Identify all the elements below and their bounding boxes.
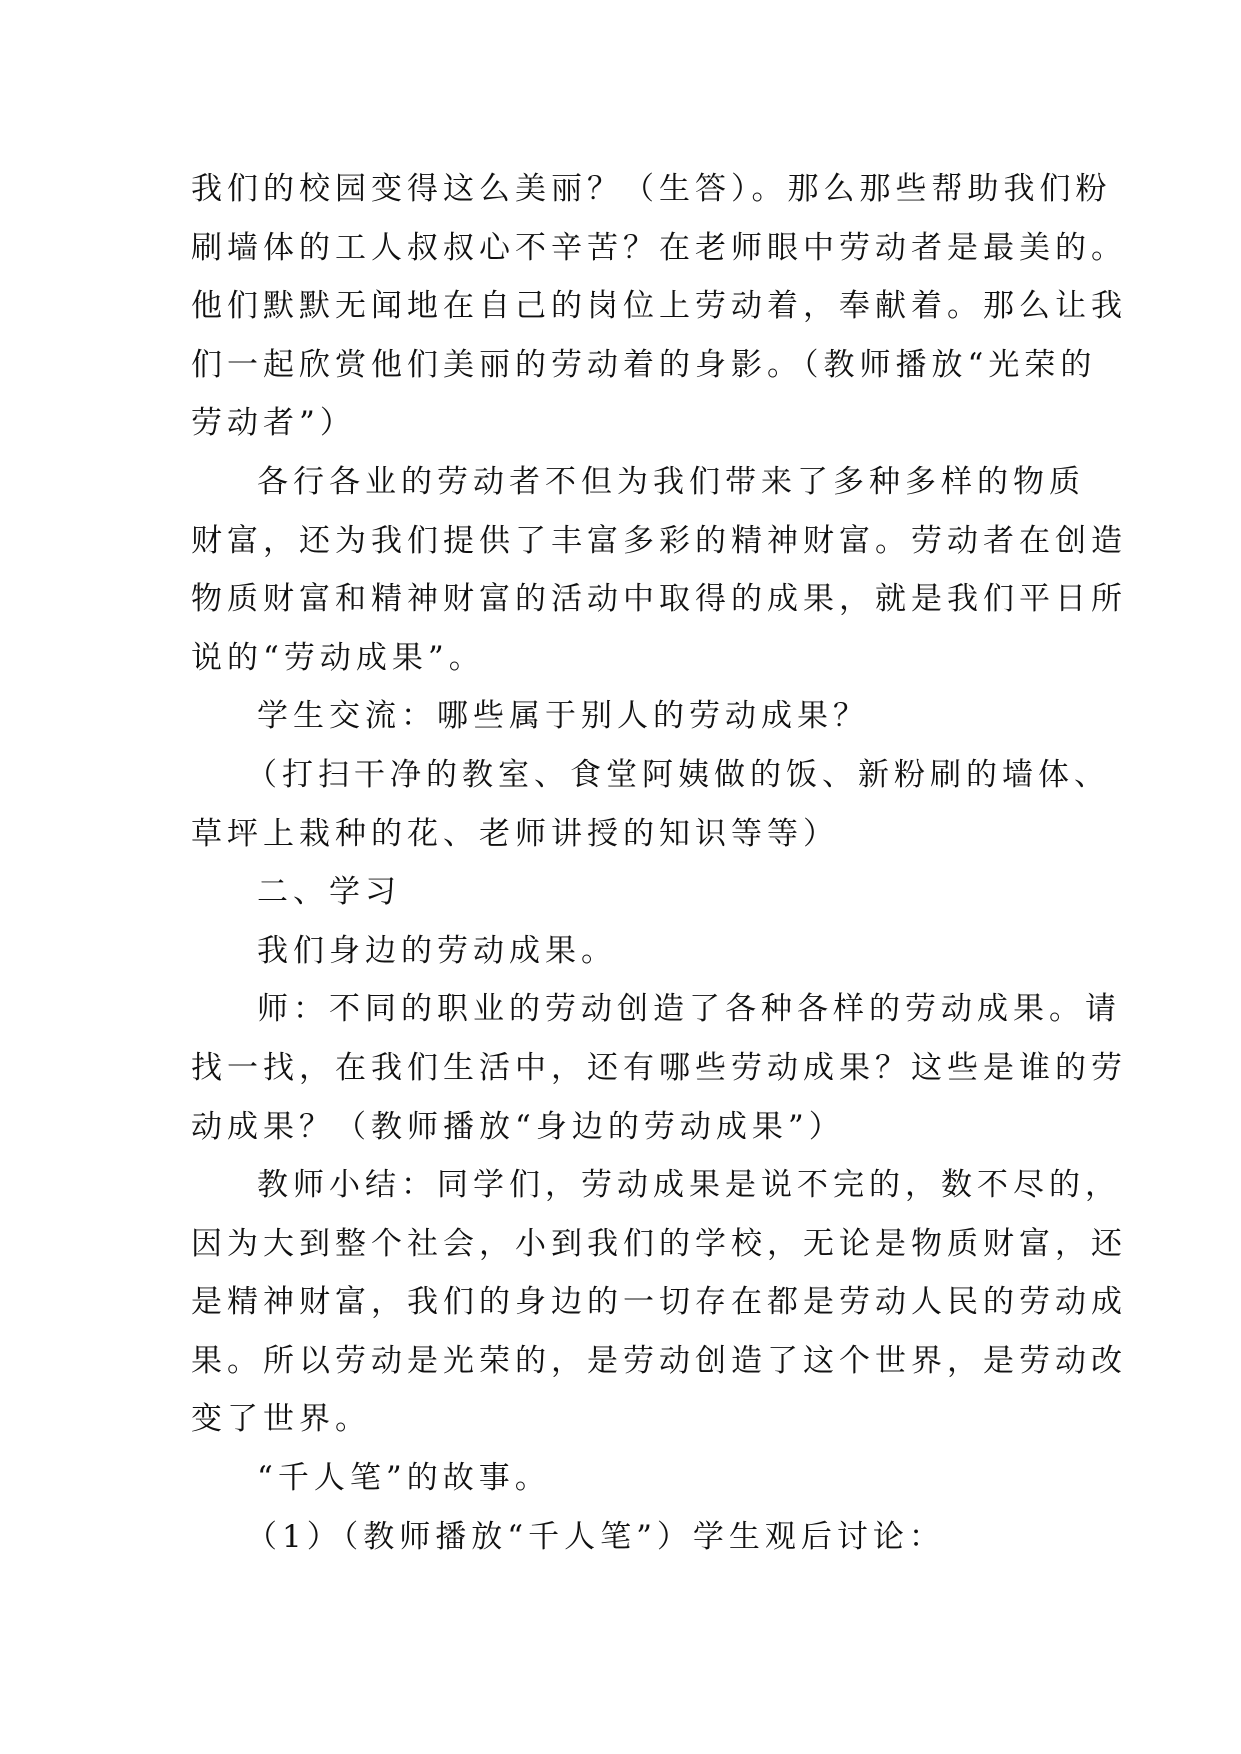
text-line: 是精神财富，我们的身边的一切存在都是劳动人民的劳动成	[191, 1284, 1127, 1321]
text-line: 各行各业的劳动者不但为我们带来了多种多样的物质	[257, 463, 1085, 500]
text-line: 学生交流：哪些属于别人的劳动成果？	[257, 698, 869, 735]
text-line: 因为大到整个社会，小到我们的学校，无论是物质财富，还	[191, 1225, 1127, 1262]
text-line: 动成果？（教师播放“身边的劳动成果”）	[191, 1108, 845, 1145]
text-line: 教师小结：同学们，劳动成果是说不完的，数不尽的，	[257, 1167, 1121, 1204]
text-line: 劳动者”）	[191, 405, 356, 442]
text-line: 二、学习	[257, 874, 401, 911]
text-line: （打扫干净的教室、食堂阿姨做的饭、新粉刷的墙体、	[246, 756, 1110, 793]
text-line: 他们默默无闻地在自己的岗位上劳动着，奉献着。那么让我	[191, 288, 1127, 325]
text-line: 刷墙体的工人叔叔心不辛苦？在老师眼中劳动者是最美的。	[191, 229, 1127, 266]
text-line: 找一找，在我们生活中，还有哪些劳动成果？这些是谁的劳	[191, 1049, 1127, 1086]
text-line: 师：不同的职业的劳动创造了各种各样的劳动成果。请	[257, 991, 1121, 1028]
text-line: 变了世界。	[191, 1401, 371, 1438]
text-line: （1）（教师播放“千人笔”）学生观后讨论：	[246, 1518, 945, 1555]
text-line: 说的“劳动成果”。	[191, 639, 485, 676]
text-line: 们一起欣赏他们美丽的劳动着的身影。（教师播放“光荣的	[191, 346, 1097, 383]
text-line: 财富，还为我们提供了丰富多彩的精神财富。劳动者在创造	[191, 522, 1127, 559]
document-body	[191, 160, 1127, 1566]
text-line: 草坪上栽种的花、老师讲授的知识等等）	[191, 815, 839, 852]
text-line: 我们的校园变得这么美丽？（生答）。那么那些帮助我们粉	[191, 171, 1112, 207]
text-line: 我们身边的劳动成果。	[257, 932, 617, 969]
text-line: 物质财富和精神财富的活动中取得的成果，就是我们平日所	[191, 581, 1127, 618]
text-line: “千人笔”的故事。	[257, 1460, 551, 1497]
text-line: 果。所以劳动是光荣的，是劳动创造了这个世界，是劳动改	[191, 1342, 1127, 1379]
